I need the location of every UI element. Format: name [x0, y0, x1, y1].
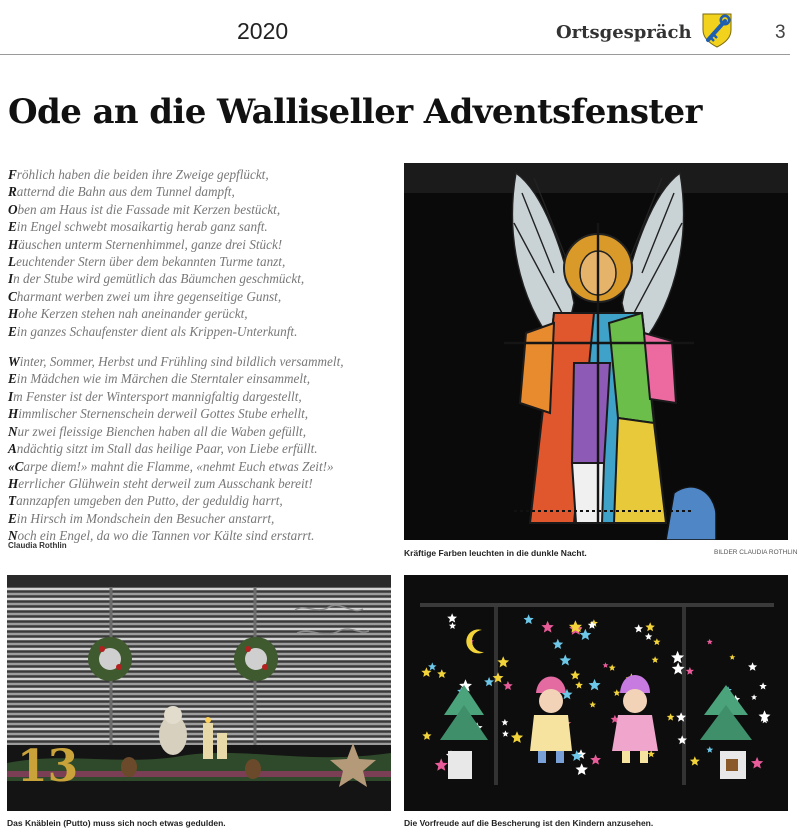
children-photo-caption: Die Vorfreude auf die Bescherung ist den Kindern anzusehen. — [404, 818, 654, 828]
poem-line-text: ben am Haus ist die Fassade mit Kerzen bestückt, — [17, 201, 281, 217]
issue-year: 2020 — [237, 18, 289, 44]
poem-line — [8, 323, 398, 340]
poem-line — [8, 510, 398, 527]
acrostic-initial: L — [8, 254, 17, 270]
poem-line — [8, 270, 398, 287]
poem-line — [8, 305, 398, 322]
acrostic-initial: «C — [8, 458, 24, 474]
poem-line-text: annzapfen umgeben den Putto, der geduldig harrt, — [16, 493, 283, 509]
poem-line — [8, 353, 398, 370]
poem-line-text: inter, Sommer, Herbst und Frühling sind bildlich versammelt, — [19, 354, 344, 370]
poem-line — [8, 423, 398, 440]
poem-line — [8, 492, 398, 509]
poem-stanza — [8, 353, 398, 544]
acrostic-initial: H — [8, 236, 19, 252]
poem-line-text: arpe diem!» mahnt die Flamme, «nehmt Euch etwas Zeit!» — [23, 458, 334, 474]
poem-line-text: röhlich haben die beiden ihre Zweige gepflückt, — [16, 167, 269, 182]
poem-line-text: och ein Engel, da wo die Tannen vor Kälte sind erstarrt. — [17, 528, 315, 544]
acrostic-initial: N — [8, 528, 18, 544]
author-byline: Claudia Rothlin — [8, 541, 67, 550]
acrostic-initial: C — [8, 288, 17, 304]
section-title: Ortsgespräch — [556, 22, 692, 43]
poem-line — [8, 388, 398, 405]
acrostic-initial: T — [8, 493, 17, 509]
putto-photo-caption: Das Knäblein (Putto) muss sich noch etwas gedulden. — [7, 818, 226, 828]
poem-line — [8, 183, 398, 200]
poem-line-text: euchtender Stern über dem bekannten Turme tanzt, — [16, 254, 286, 270]
poem-stanza — [8, 166, 398, 340]
acrostic-initial: H — [8, 475, 19, 491]
door-number: 13 — [17, 741, 79, 792]
photo-credit: BILDER CLAUDIA ROTHLIN — [714, 549, 798, 556]
acrostic-initial: W — [8, 354, 20, 370]
poem-line — [8, 236, 398, 253]
poem-line — [8, 475, 398, 492]
angel-window-photo — [404, 163, 788, 540]
poem-line — [8, 218, 398, 235]
acrostic-initial: E — [8, 323, 17, 339]
poem-line-text: harmant werben zwei um ihre gegenseitige Gunst, — [16, 288, 282, 304]
wreath-icon — [88, 637, 132, 681]
acrostic-initial: E — [8, 510, 17, 526]
poem-line-text: n der Stube wird gemütlich das Bäumchen geschmückt, — [13, 271, 305, 287]
acrostic-initial: I — [8, 271, 14, 287]
poem-line — [8, 370, 398, 387]
putto-window-photo — [7, 575, 391, 811]
acrostic-initial: N — [8, 423, 18, 439]
poem-line — [8, 201, 398, 218]
poem-line-text: in Hirsch im Mondschein den Besucher anstarrt, — [16, 510, 275, 526]
poem-line-text: errlicher Glühwein steht derweil zum Ausschank bereit! — [18, 475, 313, 491]
poem-line-text: in ganzes Schaufenster dient als Krippen-Unterkunft. — [16, 323, 298, 339]
header-divider — [0, 54, 790, 55]
angel-photo-caption: Kräftige Farben leuchten in die dunkle Nacht. — [404, 548, 587, 558]
acrostic-initial: E — [8, 219, 17, 235]
poem-line — [8, 253, 398, 270]
poem-line-text: ndächtig sitzt im Stall das heilige Paar, von Liebe erfüllt. — [16, 441, 318, 457]
poem-line-text: ohe Kerzen stehen nah aneinander gerückt, — [18, 306, 248, 322]
poem-line — [8, 440, 398, 457]
children-window-photo — [404, 575, 788, 811]
poem-line — [8, 166, 398, 183]
poem-line-text: atternd die Bahn aus dem Tunnel dampft, — [16, 184, 235, 200]
acrostic-initial: E — [8, 371, 17, 387]
poem — [8, 166, 398, 545]
municipal-crest-icon — [701, 12, 733, 48]
acrostic-initial: R — [8, 184, 17, 200]
acrostic-initial: I — [8, 388, 14, 404]
poem-line-text: in Mädchen wie im Märchen die Sterntaler einsammelt, — [16, 371, 311, 387]
acrostic-initial: F — [8, 167, 17, 182]
article-title: Ode an die Walliseller Adventsfenster — [8, 92, 702, 132]
poem-line — [8, 288, 398, 305]
page-number: 3 — [775, 22, 786, 43]
poem-line — [8, 458, 398, 475]
poem-line-text: in Engel schwebt mosaikartig herab ganz sanft. — [16, 219, 268, 235]
poem-line-text: immlischer Sternenschein derweil Gottes Stube erhellt, — [18, 406, 309, 422]
poem-line-text: ur zwei fleissige Bienchen haben all die Waben gefüllt, — [17, 423, 307, 439]
acrostic-initial: H — [8, 306, 19, 322]
poem-line — [8, 405, 398, 422]
acrostic-initial: H — [8, 406, 19, 422]
acrostic-initial: O — [8, 201, 18, 217]
poem-line-text: äuschen unterm Sternenhimmel, ganze drei Stück! — [18, 236, 283, 252]
acrostic-initial: A — [8, 441, 17, 457]
poem-line-text: m Fenster ist der Wintersport mannigfaltig dargestellt, — [13, 388, 302, 404]
